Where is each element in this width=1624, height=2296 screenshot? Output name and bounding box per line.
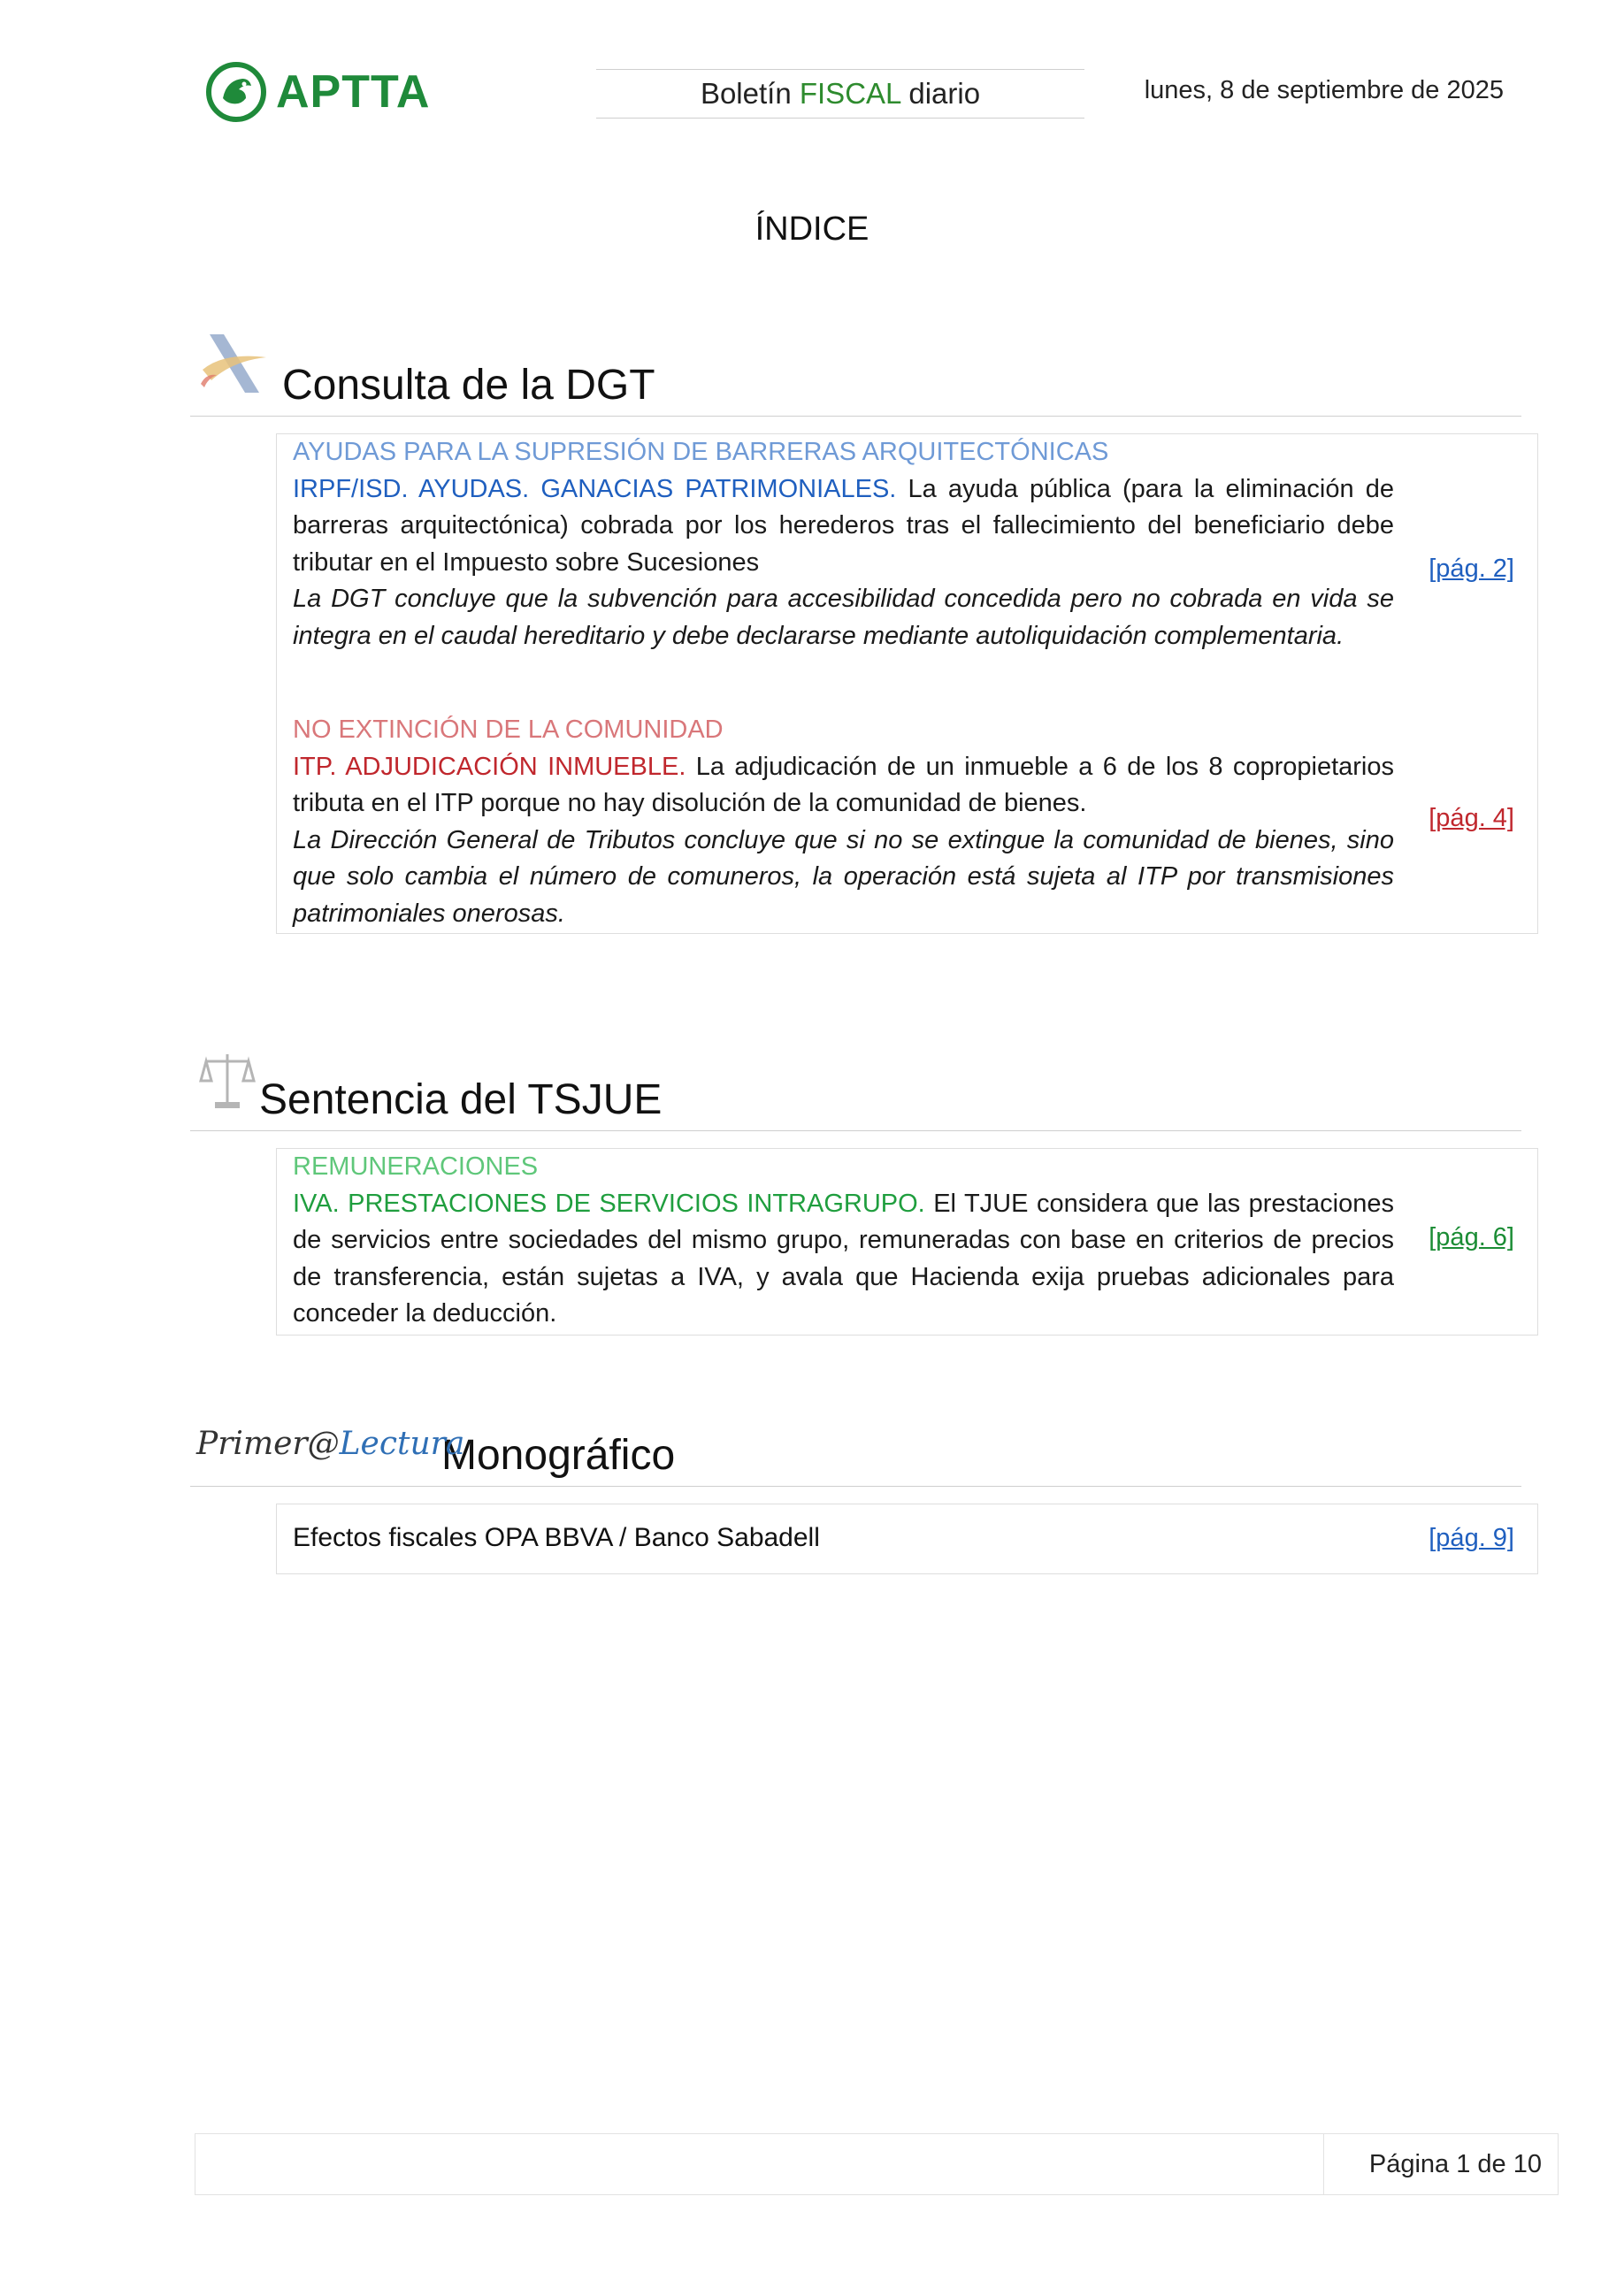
- entry-category: REMUNERACIONES: [293, 1152, 539, 1181]
- scales-of-justice-icon: [199, 1049, 256, 1111]
- section-header-dgt: [190, 318, 1521, 417]
- list-item: Efectos fiscales OPA BBVA / Banco Sabadell: [293, 1523, 820, 1552]
- section-header-tsjue: [190, 1035, 1521, 1131]
- primera-lectura-badge-a: Primer@: [196, 1426, 340, 1462]
- list-item: [293, 1149, 1394, 1333]
- entry-headline: IRPF/ISD. AYUDAS. GANACIAS PATRIMONIALES.: [293, 474, 897, 503]
- page-link[interactable]: [pág. 6]: [1429, 1223, 1514, 1251]
- entry-summary: La ayuda pública (para la eliminación de barreras arquitectónica) cobrada por los herederos tras el fallecimiento del beneficiario debe tributar en el Impuesto sobre Sucesiones: [293, 474, 1394, 577]
- bulletin-title-highlight: FISCAL: [799, 77, 901, 110]
- agencia-tributaria-icon: [197, 331, 272, 398]
- entry-summary: La adjudicación de un inmueble a 6 de los 8 copropietarios tributa en el ITP porque no hay disolución de la comunidad de bienes.: [293, 752, 1394, 817]
- bulletin-title: [596, 69, 1084, 119]
- entry-category: AYUDAS PARA LA SUPRESIÓN DE BARRERAS ARQUITECTÓNICAS: [293, 438, 1109, 466]
- page-link[interactable]: [pág. 9]: [1429, 1524, 1514, 1552]
- index-title: ÍNDICE: [755, 210, 869, 248]
- list-item: [293, 434, 1394, 654]
- footer-divider: [1323, 2134, 1324, 2194]
- entry-category: NO EXTINCIÓN DE LA COMUNIDAD: [293, 716, 724, 744]
- bulletin-date: lunes, 8 de septiembre de 2025: [1144, 76, 1504, 104]
- aptta-logo: [205, 58, 462, 126]
- page-link[interactable]: [pág. 4]: [1429, 804, 1514, 832]
- section-title-tsjue: Sentencia del TSJUE: [259, 1076, 663, 1123]
- dgt-entries-box: [276, 433, 1538, 934]
- entry-headline: ITP. ADJUDICACIÓN INMUEBLE.: [293, 752, 686, 781]
- page-link[interactable]: [pág. 2]: [1429, 555, 1514, 583]
- section-title-dgt: Consulta de la DGT: [282, 362, 655, 409]
- page-number: Página 1 de 10: [1368, 2150, 1542, 2178]
- entry-headline: IVA. PRESTACIONES DE SERVICIOS INTRAGRUPO.: [293, 1189, 925, 1218]
- bulletin-title-pre: Boletín: [700, 77, 800, 110]
- section-title-mono: Monográfico: [441, 1432, 676, 1479]
- aptta-logo-icon: [205, 61, 267, 123]
- primera-lectura-badge-b: Lectura: [339, 1426, 465, 1462]
- mono-entries-box: [276, 1504, 1538, 1574]
- primera-lectura-badge: [196, 1426, 464, 1462]
- entry-conclusion: La DGT concluye que la subvención para accesibilidad concedida pero no cobrada en vida se integra en el caudal hereditario y debe declararse mediante autoliquidación complementaria.: [293, 585, 1394, 650]
- entry-summary: El TJUE considera que las prestaciones de servicios entre sociedades del mismo grupo, remuneradas con base en criterios de precios de transferencia, están sujetas a IVA, y avala que Hacienda exija pruebas adicionales para conceder la deducción.: [293, 1189, 1395, 1328]
- bulletin-title-post: diario: [900, 77, 981, 110]
- logo-text: APTTA: [276, 66, 431, 118]
- page-footer: [195, 2133, 1559, 2195]
- entry-conclusion: La Dirección General de Tributos concluye que si no se extingue la comunidad de bienes, sino que solo cambia el número de comuneros, la operación está sujeta al ITP por transmisiones patrimoniales onerosas.: [293, 825, 1394, 928]
- list-item: [293, 712, 1394, 932]
- tsjue-entries-box: [276, 1148, 1538, 1336]
